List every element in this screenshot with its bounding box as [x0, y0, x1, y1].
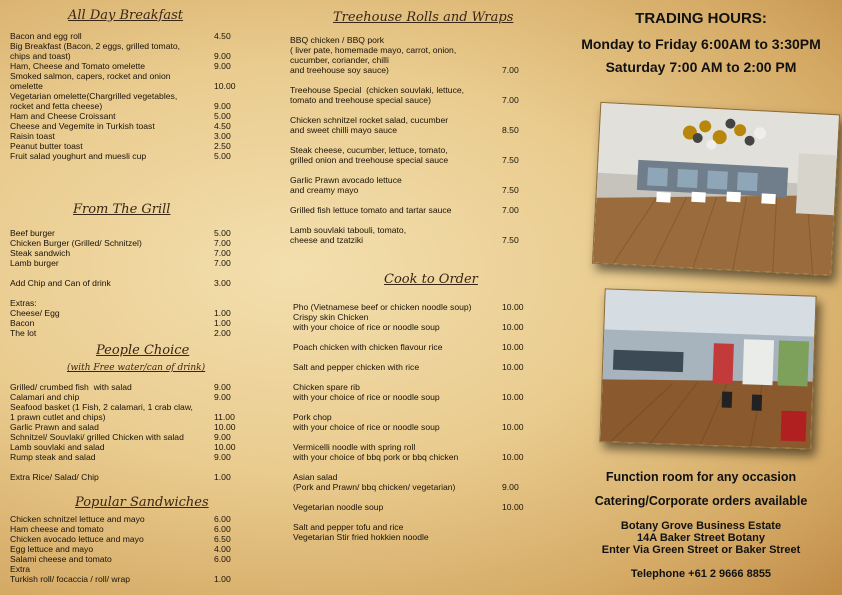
function-room-image [600, 289, 815, 448]
menu-item-name: Treehouse Special (chicken souvlaki, lettuce, tomato and treehouse special sauce) [290, 85, 465, 105]
menu-item-name: Chicken avocado lettuce and mayo [10, 534, 144, 544]
menu-item [290, 225, 542, 245]
menu-item [10, 328, 254, 338]
sandwiches-list [10, 514, 254, 584]
menu-item-price: 4.50 [214, 121, 231, 131]
menu-item-name: Lamb souvlaki and salad [10, 442, 105, 452]
menu-item-price: 4.50 [214, 31, 231, 41]
people-choice-title: People Choice [96, 343, 190, 358]
menu-item-name: Fruit salad youghurt and muesli cup [10, 151, 147, 161]
menu-item-price: 6.00 [214, 554, 231, 564]
menu-item-price: 10.00 [214, 81, 236, 91]
grill-addon: Add Chip and Can of drink 3.00 [10, 278, 231, 288]
menu-item [10, 524, 254, 534]
cook-title: Cook to Order [384, 272, 478, 287]
restaurant-photo-2 [599, 288, 816, 449]
menu-item-price: 9.00 [214, 51, 231, 61]
menu-item-name: Schnitzel/ Souvlaki/ grilled Chicken with salad [10, 432, 184, 442]
menu-item-price: 11.00 [214, 412, 235, 422]
menu-item-name: Lamb burger [10, 258, 59, 268]
menu-item-name: Chicken Burger (Grilled/ Schnitzel) [10, 238, 142, 248]
menu-item [290, 115, 542, 135]
menu-item [293, 382, 542, 402]
menu-item-name: Chicken spare rib with your choice of rice or noodle soup [293, 382, 440, 402]
menu-item [10, 514, 254, 524]
breakfast-list [10, 31, 254, 161]
menu-item [10, 402, 254, 422]
menu-item [10, 61, 254, 71]
menu-item-price: 1.00 [214, 574, 231, 584]
menu-item [10, 238, 254, 248]
menu-item-price: 9.00 [502, 482, 519, 492]
menu-item [10, 111, 254, 121]
cook-list [293, 302, 542, 542]
rolls-list [290, 35, 542, 245]
menu-item-name: Grilled fish lettuce tomato and tartar sauce [290, 205, 452, 215]
menu-item-name: Ham cheese and tomato [10, 524, 104, 534]
menu-item-price: 10.00 [502, 342, 524, 352]
menu-item-name: Calamari and chip [10, 392, 80, 402]
rolls-title: Treehouse Rolls and Wraps [333, 10, 514, 25]
menu-item-price: 6.00 [214, 514, 231, 524]
weekday-hours: Monday to Friday 6:00AM to 3:30PM [581, 36, 821, 52]
menu-item-price: 7.00 [214, 258, 231, 268]
extras-label: Extras: [10, 298, 37, 308]
menu-item-name: Vermicelli noodle with spring roll with your choice of bbq pork or bbq chicken [293, 442, 459, 462]
menu-item-name: Extra Turkish roll/ focaccia / roll/ wrap [10, 564, 131, 584]
menu-item-name: Poach chicken with chicken flavour rice [293, 342, 443, 352]
menu-item-name: Seafood basket (1 Fish, 2 calamari, 1 crab claw, 1 prawn cutlet and chips) [10, 402, 193, 422]
menu-item-name: Chicken schnitzel lettuce and mayo [10, 514, 145, 524]
menu-item [10, 422, 254, 432]
menu-item-name: Bacon and egg roll [10, 31, 82, 41]
menu-item-name: Smoked salmon, capers, rocket and onion omelette [10, 71, 171, 91]
menu-item-price: 7.50 [502, 185, 519, 195]
menu-item [10, 228, 254, 238]
entry-directions: Enter Via Green Street or Baker Street [601, 544, 801, 556]
menu-item [10, 258, 254, 268]
menu-item [10, 382, 254, 392]
menu-item-price [502, 522, 542, 542]
menu-item-price: 10.00 [502, 422, 524, 432]
menu-item-name: Vegetarian noodle soup [293, 502, 384, 512]
people-choice-subtitle: (with Free water/can of drink) [67, 363, 206, 373]
menu-item-price: 10.00 [214, 422, 236, 432]
menu-item [10, 544, 254, 554]
menu-item-price: 9.00 [214, 392, 231, 402]
menu-item-price: 10.00 [502, 452, 524, 462]
menu-item-price: 2.50 [214, 141, 231, 151]
menu-item-price: 7.00 [502, 95, 519, 105]
menu-item-price: 3.00 [214, 131, 231, 141]
menu-item-price: 2.00 [214, 328, 231, 338]
menu-item [10, 534, 254, 544]
menu-item [293, 412, 542, 432]
menu-item [290, 205, 542, 215]
estate-name: Botany Grove Business Estate [620, 520, 782, 532]
menu-item-price: 9.00 [214, 432, 231, 442]
menu-item-price: 5.00 [214, 151, 231, 161]
menu-item [293, 522, 542, 542]
menu-item-price: 7.00 [214, 238, 231, 248]
menu-item [10, 432, 254, 442]
menu-item-name: Ham and Cheese Croissant [10, 111, 116, 121]
menu-item-price: 8.50 [502, 125, 519, 135]
grill-title: From The Grill [73, 202, 171, 217]
menu-item-price: 5.00 [214, 228, 231, 238]
menu-item-name: Garlic Prawn and salad [10, 422, 99, 432]
menu-item [290, 145, 542, 165]
menu-item-name: Cheese and Vegemite in Turkish toast [10, 121, 155, 131]
menu-item-price: 10.00 [502, 502, 524, 512]
menu-item-price: 7.00 [214, 248, 231, 258]
menu-item-name: BBQ chicken / BBQ pork ( liver pate, homemade mayo, carrot, onion, cucumber, coriander, chilli and treehouse soy sauce) [290, 35, 457, 75]
menu-item-price: 1.00 [214, 308, 231, 318]
menu-item [10, 141, 254, 151]
menu-item-name: Steak cheese, cucumber, lettuce, tomato, grilled onion and treehouse special sauce [290, 145, 449, 165]
menu-item-price: 6.50 [214, 534, 231, 544]
menu-item-price: 6.00 [214, 524, 231, 534]
menu-item-name: Peanut butter toast [10, 141, 83, 151]
menu-item-name: Grilled/ crumbed fish with salad [10, 382, 132, 392]
menu-item-name: Steak sandwich [10, 248, 71, 258]
menu-item [293, 472, 542, 492]
menu-item [290, 85, 542, 105]
menu-item-name: Garlic Prawn avocado lettuce and creamy mayo [290, 175, 402, 195]
menu-item-price: 7.00 [502, 205, 519, 215]
restaurant-photo-1 [592, 102, 840, 276]
saturday-hours: Saturday 7:00 AM to 2:00 PM [605, 59, 797, 75]
menu-item-name: Rump steak and salad [10, 452, 96, 462]
menu-item [10, 31, 254, 41]
menu-item [290, 35, 542, 75]
menu-item-name: Egg lettuce and mayo [10, 544, 94, 554]
menu-item-price: 7.50 [502, 235, 519, 245]
menu-item-price: 9.00 [214, 452, 231, 462]
menu-item [290, 175, 542, 195]
menu-item-name: Ham, Cheese and Tomato omelette [10, 61, 146, 71]
restaurant-interior-image [593, 103, 839, 275]
menu-item [10, 318, 254, 328]
menu-item-price: 7.00 [502, 65, 519, 75]
menu-item-price: 10.00 [214, 442, 236, 452]
menu-item-name: Salami cheese and tomato [10, 554, 112, 564]
menu-item [10, 71, 254, 91]
menu-item [10, 308, 254, 318]
menu-item-name: Asian salad (Pork and Prawn/ bbq chicken/ vegetarian) [293, 472, 456, 492]
menu-item-price: 10.00 [502, 362, 524, 372]
menu-item-name: Beef burger [10, 228, 55, 238]
menu-item-name: Big Breakfast (Bacon, 2 eggs, grilled tomato, chips and toast) [10, 41, 181, 61]
menu-item [10, 91, 254, 111]
telephone: Telephone +61 2 9666 8855 [630, 568, 772, 580]
menu-item-price: 7.50 [502, 155, 519, 165]
menu-item-name: Vegetarian omelette(Chargrilled vegetables, rocket and fetta cheese) [10, 91, 178, 111]
function-room-text: Function room for any occasion [605, 470, 797, 484]
menu-item [10, 392, 254, 402]
menu-item-price: 5.00 [214, 111, 231, 121]
menu-item [10, 564, 254, 584]
menu-item-price: 4.00 [214, 544, 231, 554]
menu-item [10, 41, 254, 61]
menu-item-name: Lamb souvlaki tabouli, tomato, cheese and tzatziki [290, 225, 407, 245]
menu-item-name: Bacon [10, 318, 35, 328]
menu-item [293, 442, 542, 462]
menu-item [10, 248, 254, 258]
menu-item [10, 442, 254, 452]
street-address: 14A Baker Street Botany [637, 532, 765, 544]
menu-item-price: 9.00 [214, 382, 231, 392]
menu-item [293, 362, 542, 372]
menu-item [10, 554, 254, 564]
menu-item [10, 121, 254, 131]
menu-item-price: 10.00 10.00 [502, 302, 524, 332]
trading-hours-title: TRADING HOURS: [635, 10, 767, 27]
menu-item-name: The lot [10, 328, 37, 338]
catering-text: Catering/Corporate orders available [594, 494, 808, 508]
menu-item [10, 452, 254, 462]
menu-item-price: 9.00 [214, 61, 231, 71]
menu-item [10, 151, 254, 161]
menu-item [293, 342, 542, 352]
sandwiches-title: Popular Sandwiches [75, 495, 209, 510]
menu-item-price: 9.00 [214, 101, 231, 111]
menu-item-name: Chicken schnitzel rocket salad, cucumber and sweet chilli mayo sauce [290, 115, 449, 135]
menu-item [293, 302, 542, 332]
grill-list [10, 228, 254, 338]
menu-item [293, 502, 542, 512]
people-extra: Extra Rice/ Salad/ Chip 1.00 [10, 472, 231, 482]
menu-item [10, 131, 254, 141]
breakfast-title: All Day Breakfast [68, 8, 184, 23]
menu-item-name: Raisin toast [10, 131, 55, 141]
menu-item-price: 1.00 [214, 318, 231, 328]
people-choice-list [10, 382, 254, 482]
menu-item-name: Salt and pepper tofu and rice Vegetarian Stir fried hokkien noodle [293, 522, 429, 542]
menu-item-name: Pork chop with your choice of rice or noodle soup [293, 412, 440, 432]
menu-item-name: Pho (Vietnamese beef or chicken noodle soup) Crispy skin Chicken with your choice of rice or noodle soup [293, 302, 472, 332]
menu-item-name: Salt and pepper chicken with rice [293, 362, 420, 372]
menu-item-price: 10.00 [502, 392, 524, 402]
menu-item-name: Cheese/ Egg [10, 308, 60, 318]
